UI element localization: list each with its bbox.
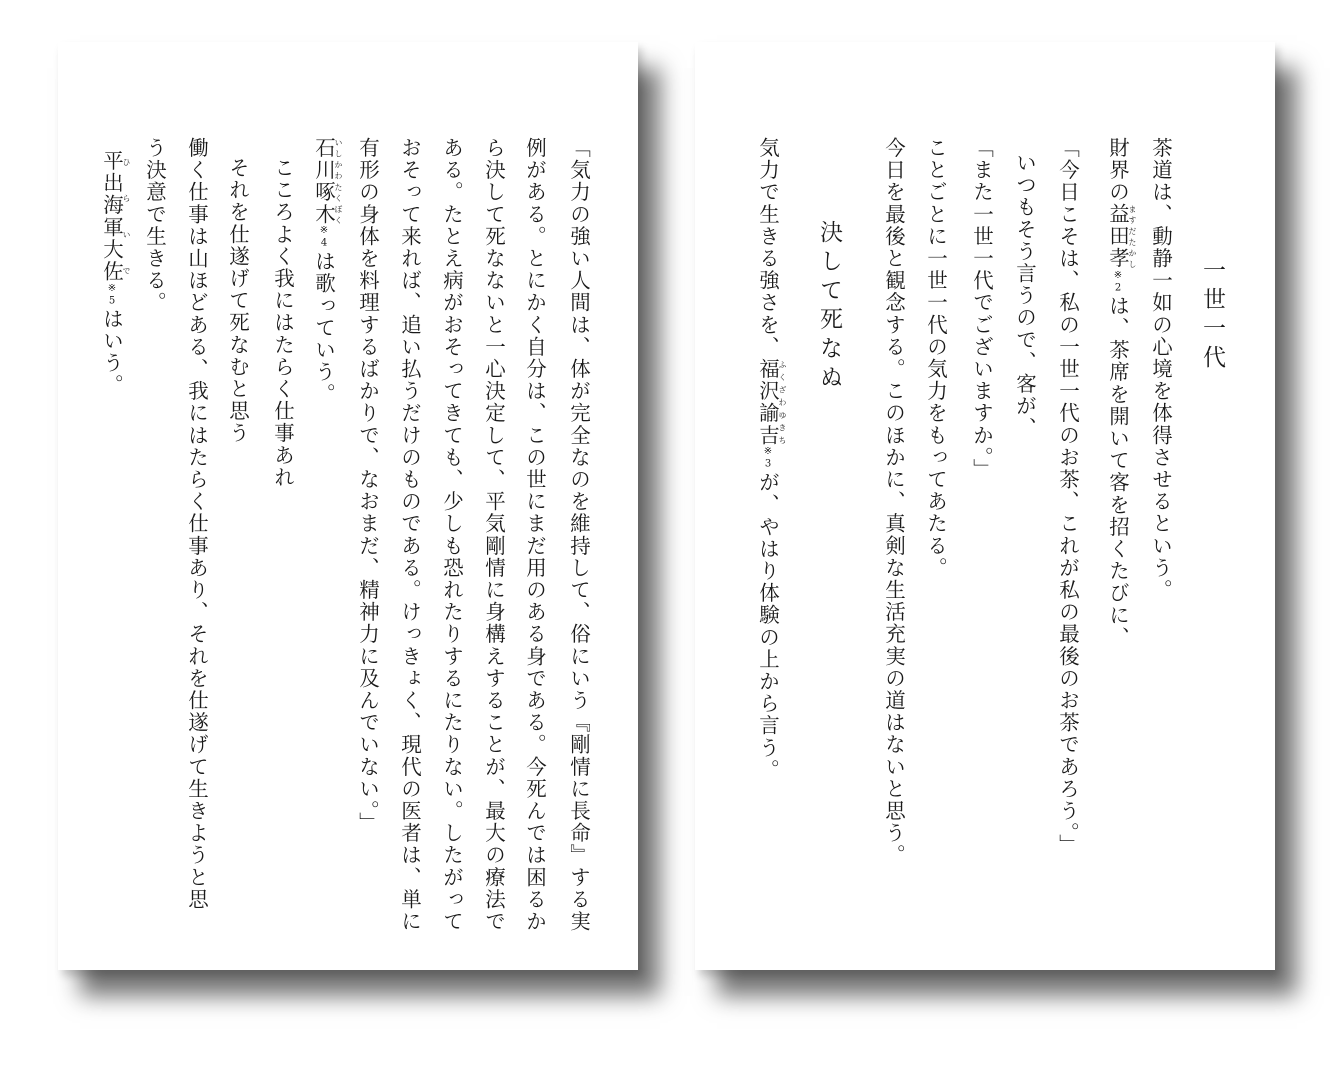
text-line: 「また一世一代でございますか。」 [969, 137, 994, 481]
section-title: 一世一代 [1199, 258, 1225, 374]
text-line: 今日を最後と観念する。このほかに、真剣な生活充実の道はないと思う。 [881, 137, 906, 867]
author-name: 石川啄木いしかわたくぼく [311, 137, 343, 226]
footnote-marker: ※2 [1112, 269, 1124, 295]
text-line: 平出海軍大佐ひらいで※5はいう。 [99, 150, 131, 397]
right-page [695, 42, 1275, 970]
text-line: 気力で生きる強さを、福沢諭吉ふくざわゆきち※3が、やはり体験の上から言う。 [755, 137, 787, 782]
author-name: 福沢諭吉ふくざわゆきち [755, 358, 787, 447]
text-line: 財界の益田孝ますだたかし※2は、茶席を開いて客を招くたびに、 [1105, 137, 1137, 649]
author-name: 平出海軍大佐ひらいで [99, 150, 131, 283]
text-line: ら決して死なないと一心決定して、平気剛情に身構えすることが、最大の療法で [481, 137, 506, 933]
text-line: 例がある。とにかく自分は、この世にまだ用のある身である。今死んでは困るか [522, 137, 547, 933]
text-line: ことごとに一世一代の気力をもってあたる。 [923, 137, 948, 579]
author-name: 益田孝ますだたかし [1105, 203, 1137, 270]
text-line: 有形の身体を料理するばかりで、なおまだ、精神力に及んでいない。」 [355, 137, 380, 834]
text-line: 「気力の強い人間は、体が完全なのを維持して、俗にいう『剛情に長命』する実 [566, 137, 591, 933]
text-line: ある。たとえ病がおそってきても、少しも恐れたりするにたりない。したがって [439, 137, 464, 933]
text-line: 働く仕事は山ほどある、我にはたらく仕事あり、それを仕遂げて生きようと思 [184, 137, 209, 911]
poem-line: こころよく我にはたらく仕事あれ [270, 157, 295, 489]
text-line: おそって来れば、追い払うだけのものである。けっきょく、現代の医者は、単に [397, 137, 422, 933]
section-heading: 決して死なぬ [816, 220, 842, 394]
footnote-marker: ※4 [318, 225, 330, 251]
text-line: う決意で生きる。 [142, 137, 167, 314]
footnote-marker: ※3 [762, 446, 774, 472]
text-line: 茶道は、動静一如の心境を体得させるという。 [1148, 137, 1173, 602]
left-page [58, 42, 638, 970]
poem-line: それを仕遂げて死なむと思う [225, 157, 250, 445]
text-line: 石川啄木いしかわたくぼく※4は歌っていう。 [311, 137, 343, 406]
footnote-marker: ※5 [106, 282, 118, 308]
text-line: いつもそう言うので、客が、 [1012, 152, 1037, 440]
text-line: 「今日こそは、私の一世一代のお茶、これが私の最後のお茶であろう。」 [1055, 137, 1080, 857]
